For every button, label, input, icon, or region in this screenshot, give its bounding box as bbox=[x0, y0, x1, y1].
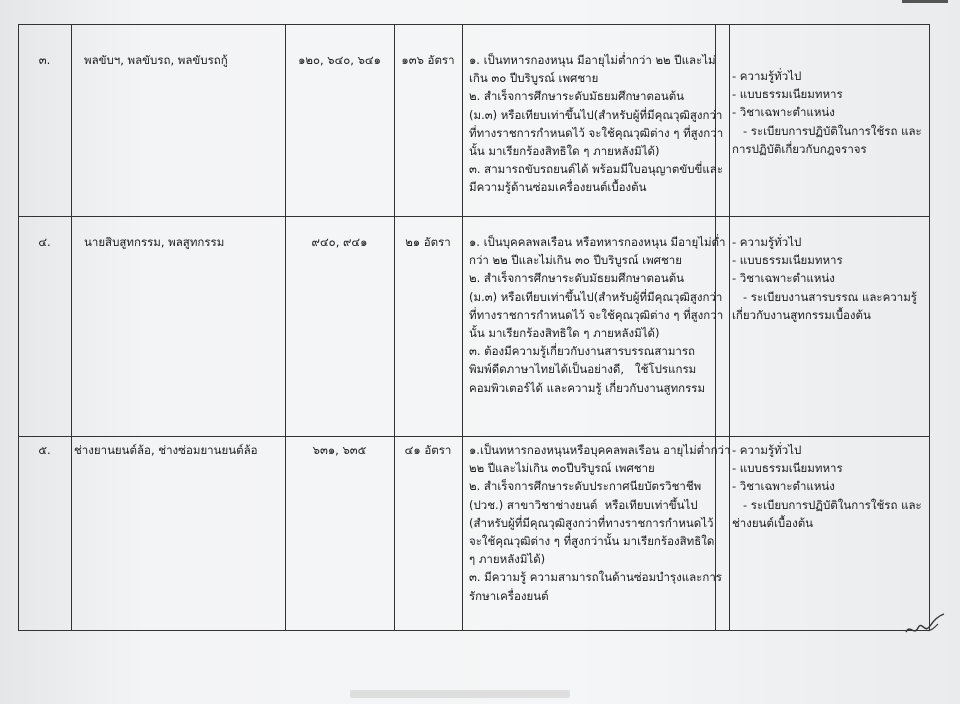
qualification-table bbox=[18, 24, 930, 631]
position-name: นายสิบสูทกรรม, พลสูทกรรม bbox=[84, 235, 225, 249]
quota: ๔๑ อัตรา bbox=[404, 443, 452, 457]
requirement-line: จะใช้คุณวุฒิต่าง ๆ ที่สูงกว่านั้น มาเรียกร้องสิทธิใด bbox=[469, 534, 715, 549]
subject-line: - ความรู้ทั่วไป bbox=[732, 443, 802, 457]
handwritten-initials bbox=[904, 612, 948, 642]
requirement-line: ๒. สำเร็จการศึกษาระดับมัธยมศึกษาตอนต้น bbox=[469, 89, 685, 104]
subject-line: - ความรู้ทั่วไป bbox=[732, 235, 802, 249]
subject-line: - ความรู้ทั่วไป bbox=[732, 69, 802, 83]
requirement-line: (ม.๓) หรือเทียบเท่าขึ้นไป(สำหรับผู้ที่มีคุณวุฒิสูงกว่า bbox=[469, 107, 723, 122]
requirements bbox=[469, 51, 723, 197]
requirement-line: นั้น มาเรียกร้องสิทธิใด ๆ ภายหลังมิได้) bbox=[469, 326, 660, 341]
initials-scribble bbox=[904, 612, 948, 638]
requirement-line: ๑.เป็นทหารกองหนุนหรือบุคคลพลเรือน อายุไม่ต่ำกว่า bbox=[469, 443, 731, 457]
requirement-line: ๓. ต้องมีความรู้เกี่ยวกับงานสารบรรณสามารถ bbox=[469, 344, 696, 359]
subject-line: - วิชาเฉพาะตำแหน่ง bbox=[732, 105, 835, 120]
position-codes: ๙๔๐, ๙๔๑ bbox=[311, 235, 368, 249]
requirement-line: ๒. สำเร็จการศึกษาระดับประกาศนียบัตรวิชาชีพ bbox=[469, 479, 702, 494]
exam-subjects bbox=[732, 67, 922, 158]
row-number: ๕. bbox=[38, 443, 51, 457]
requirement-line: ที่ทางราชการกำหนดไว้ จะใช้คุณวุฒิต่าง ๆ ที่สูงกว่า bbox=[469, 307, 724, 322]
subject-line: - แบบธรรมเนียมทหาร bbox=[732, 87, 843, 102]
subject-line: การปฏิบัติเกี่ยวกับกฎจราจร bbox=[732, 141, 867, 156]
requirement-line: (สำหรับผู้ที่มีคุณวุฒิสูงกว่าที่ทางราชการกำหนดไว้ bbox=[469, 515, 714, 530]
position-codes: ๖๓๑, ๖๓๕ bbox=[312, 443, 367, 457]
requirement-line: คอมพิวเตอร์ได้ และความรู้ เกี่ยวกับงานสูทกรรม bbox=[469, 380, 706, 395]
row-number: ๔. bbox=[38, 235, 51, 249]
subject-line: - ระเบียบงานสารบรรณ และความรู้ bbox=[732, 289, 917, 304]
subject-line: เกี่ยวกับงานสูทกรรมเบื้องต้น bbox=[732, 307, 871, 322]
position-name: พลขับฯ, พลขับรถ, พลขับรถกู้ bbox=[84, 53, 228, 67]
subject-line: - แบบธรรมเนียมทหาร bbox=[732, 461, 843, 476]
requirement-line: ๒. สำเร็จการศึกษาระดับมัธยมศึกษาตอนต้น bbox=[469, 271, 685, 286]
position-name: ช่างยานยนต์ล้อ, ช่างซ่อมยานยนต์ล้อ bbox=[74, 443, 258, 457]
requirement-line: ๑. เป็นทหารกองหนุน มีอายุไม่ต่ำกว่า ๒๒ ปีและไม่ bbox=[469, 53, 716, 67]
requirement-line: รักษาเครื่องยนต์ bbox=[469, 588, 549, 603]
requirement-line: กว่า ๒๒ ปีและไม่เกิน ๓๐ ปีบริบูรณ์ เพศชาย bbox=[469, 253, 682, 268]
requirement-line: ๒๒ ปีและไม่เกิน ๓๐ปีบริบูรณ์ เพศชาย bbox=[469, 461, 655, 476]
row-number: ๓. bbox=[38, 53, 51, 67]
requirement-line: นั้น มาเรียกร้องสิทธิใด ๆ ภายหลังมิได้) bbox=[469, 144, 660, 159]
requirement-line: พิมพ์ดีดภาษาไทยได้เป็นอย่างดี, ใช้โปรแกรม bbox=[469, 362, 697, 377]
subject-line: - วิชาเฉพาะตำแหน่ง bbox=[732, 271, 835, 286]
requirement-line: (ม.๓) หรือเทียบเท่าขึ้นไป(สำหรับผู้ที่มีคุณวุฒิสูงกว่า bbox=[469, 289, 723, 304]
exam-subjects bbox=[732, 233, 917, 324]
position-codes: ๑๒๐, ๖๔๐, ๖๔๑ bbox=[298, 53, 381, 67]
requirement-line: ๑. เป็นบุคคลพลเรือน หรือทหารกองหนุน มีอายุไม่ต่ำ bbox=[469, 235, 726, 249]
subject-line: - แบบธรรมเนียมทหาร bbox=[732, 253, 843, 268]
requirement-line: เกิน ๓๐ ปีบริบูรณ์ เพศชาย bbox=[469, 71, 599, 86]
requirement-line: (ปวช.) สาขาวิชาช่างยนต์ หรือเทียบเท่าขึ้นไป bbox=[469, 497, 698, 512]
subject-line: - ระเบียบการปฏิบัติในการใช้รถ และ bbox=[732, 497, 922, 512]
requirements bbox=[469, 441, 730, 605]
requirement-line: ที่ทางราชการกำหนดไว้ จะใช้คุณวุฒิต่าง ๆ ที่สูงกว่า bbox=[469, 125, 724, 140]
subject-line: - วิชาเฉพาะตำแหน่ง bbox=[732, 479, 835, 494]
page-edge-mark bbox=[902, 0, 948, 3]
subject-line: - ระเบียบการปฏิบัติในการใช้รถ และ bbox=[732, 123, 922, 138]
requirement-line: ๓. สามารถขับรถยนต์ได้ พร้อมมีใบอนุญาตขับขี่และ bbox=[469, 162, 723, 177]
page-bottom-shadow bbox=[350, 690, 570, 698]
requirement-line: ๓. มีความรู้ ความสามารถในด้านซ่อมบำรุงและการ bbox=[469, 570, 722, 585]
quota: ๒๑ อัตรา bbox=[405, 235, 451, 249]
exam-subjects bbox=[732, 441, 922, 532]
requirements bbox=[469, 233, 725, 397]
quota: ๑๓๖ อัตรา bbox=[401, 53, 455, 67]
requirement-line: ๆ ภายหลังมิได้) bbox=[469, 552, 546, 567]
subject-line: ช่างยนต์เบื้องต้น bbox=[732, 515, 814, 530]
requirement-line: มีความรู้ด้านซ่อมเครื่องยนต์เบื้องต้น bbox=[469, 180, 647, 195]
